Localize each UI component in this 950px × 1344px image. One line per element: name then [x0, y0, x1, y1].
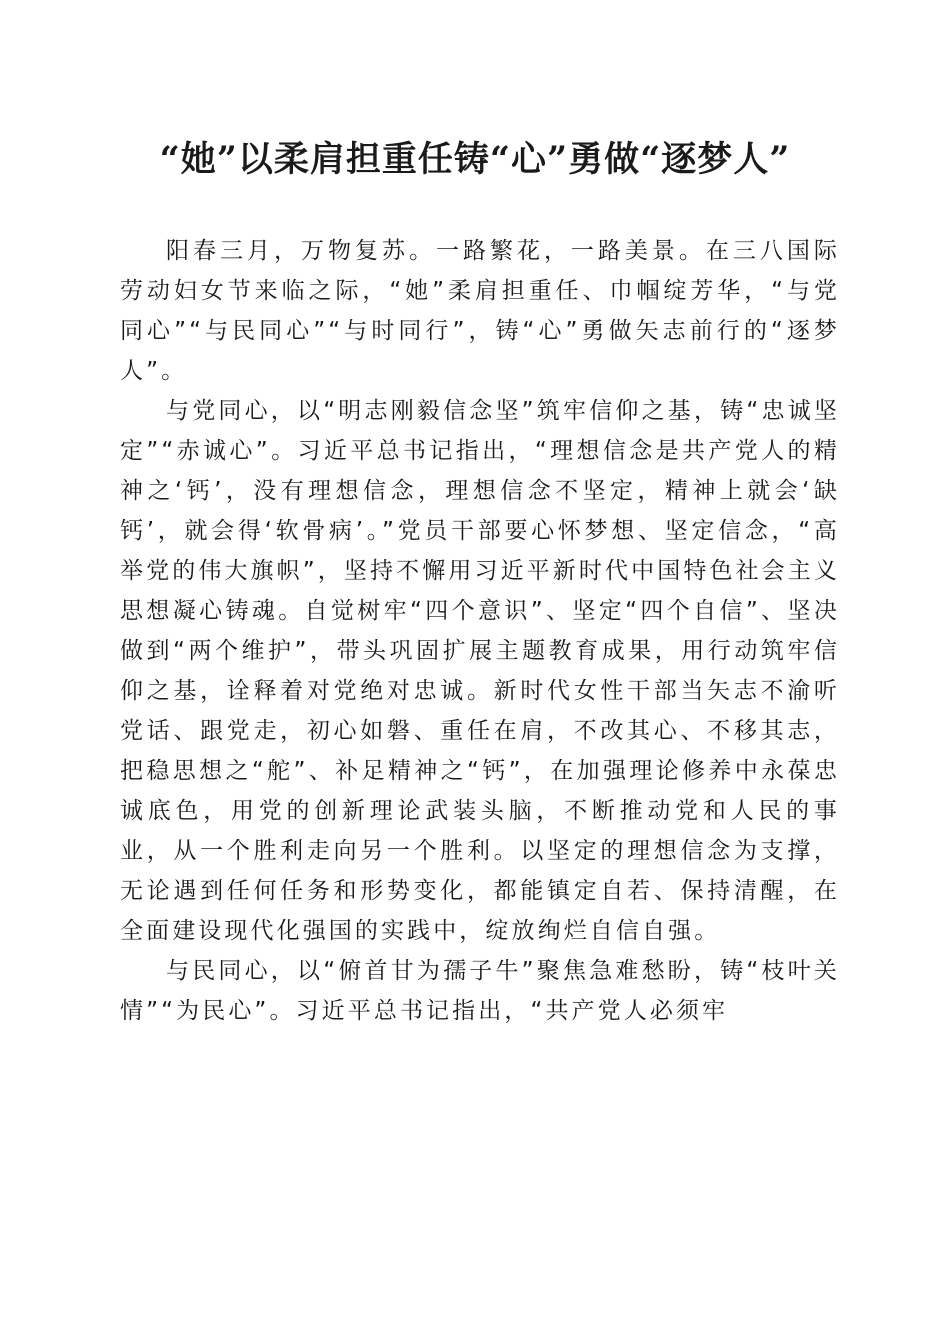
document-title: “她”以柔肩担重任铸“心”勇做“逐梦人”	[159, 139, 791, 180]
document-body	[120, 231, 840, 1031]
paragraph-1: 阳春三月，万物复苏。一路繁花，一路美景。在三八国际劳动妇女节来临之际，“她”柔肩担重任、巾帼绽芳华，“与党同心”“与民同心”“与时同行”，铸“心”勇做矢志前行的“逐梦人”。	[120, 238, 840, 384]
paragraph-3: 与民同心，以“俯首甘为孺子牛”聚焦急难愁盼，铸“枝叶关情”“为民心”。习近平总书记指出，“共产党人必须牢	[120, 958, 840, 1024]
paragraph-2: 与党同心，以“明志刚毅信念坚”筑牢信仰之基，铸“忠诚坚定”“赤诚心”。习近平总书记指出，“理想信念是共产党人的精神之‘钙’，没有理想信念，理想信念不坚定，精神上就会‘缺钙’，就会得‘软骨病’。”党员干部要心怀梦想、坚定信念，“高举党的伟大旗帜”，坚持不懈用习近平新时代中国特色社会主义思想凝心铸魂。自觉树牢“四个意识”、坚定“四个自信”、坚决做到“两个维护”，带头巩固扩展主题教育成果，用行动筑牢信仰之基，诠释着对党绝对忠诚。新时代女性干部当矢志不渝听党话、跟党走，初心如磐、重任在肩，不改其心、不移其志，把稳思想之“舵”、补足精神之“钙”，在加强理论修养中永葆忠诚底色，用党的创新理论武装头脑，不断推动党和人民的事业，从一个胜利走向另一个胜利。以坚定的理想信念为支撑，无论遇到任何任务和形势变化，都能镇定自若、保持清醒，在全面建设现代化强国的实践中，绽放绚烂自信自强。	[120, 398, 840, 944]
